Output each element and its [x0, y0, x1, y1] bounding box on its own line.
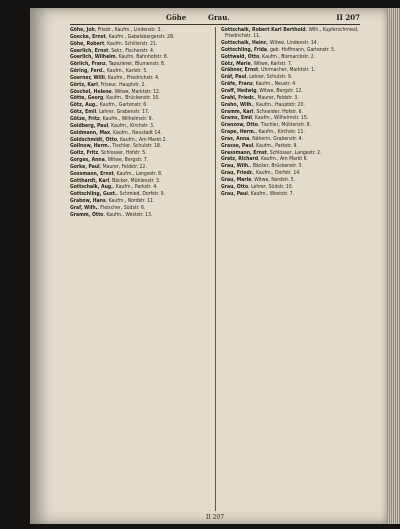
directory-entry: Grahn, Wilh., Kaufm., Hauptstr. 20. [221, 101, 305, 108]
entry-text: Kaufm., Friedrichstr. 4. [107, 74, 160, 81]
directory-entry: Grasse, Paul, Kaufm., Parkstr. 9. [221, 142, 298, 149]
entry-name: Görlich, Franz [70, 61, 106, 68]
directory-entry: Goldberg, Paul, Kaufm., Kirchstr. 3. [70, 122, 155, 129]
entry-text: Uhrmacher, Marktstr. 1. [261, 67, 316, 74]
directory-entry: Göhe, Robert, Kaufm. Schillerstr. 21. [70, 40, 158, 47]
entry-name: Grau, Paul [221, 190, 248, 197]
entry-name: Göring, Ferd. [70, 68, 104, 75]
entry-name: Gottschalk, Robert Karl Berthold [221, 27, 306, 33]
directory-entry: Gorke, Paul, Maurer, Feldstr. 22. [70, 163, 147, 170]
entry-text: Witwe, Bergstr. 12. [259, 88, 303, 94]
entry-name: Grassmann, Ernst [221, 149, 267, 156]
directory-entry: Grassmann, Ernst, Schlosser, Langestr. 2. [221, 149, 322, 156]
directory-entry: Gras, Anna, Näherin, Grabenstr. 4. [221, 135, 303, 142]
entry-name: Gollnow, Herm. [70, 143, 110, 150]
entry-name: Goerner, Willi [70, 74, 105, 81]
entry-text: Tischler, Schulstr. 18. [112, 143, 162, 150]
entry-name: Gottschling, Gust. [70, 191, 117, 198]
entry-name: Götze, Fritz [70, 115, 100, 122]
directory-entry: Gottschling, Gust., Schmied, Dorfstr. 9. [70, 191, 166, 198]
entry-name: Gottschalk, Heinr. [221, 40, 268, 47]
header-page-number: II 207 [336, 13, 360, 22]
entry-name: Grau, Otto [221, 183, 249, 190]
entry-text: Kaufm., Dorfstr. 14. [255, 170, 301, 177]
directory-entry: Grape, Herm., Kaufm., Kirchstr. 11. [221, 129, 305, 136]
directory-entry: Götz, Emil, Lehrer, Grabenstr. 17. [70, 109, 150, 116]
entry-text: Maurer, Feldstr. 3. [257, 94, 299, 101]
entry-name: Gramm, Otto [70, 211, 104, 218]
entry-name: Göschel, Helene [70, 88, 112, 95]
entry-text: Kaufm. Schillerstr. 21. [107, 40, 158, 47]
entry-name: Gräf, Paul [221, 74, 247, 81]
entry-text: Schlosser, Hofstr. 5. [101, 150, 147, 157]
entry-name: Götz, Marie [221, 60, 251, 67]
header-right-word: Grau. [208, 13, 230, 22]
entry-name: Gottschalk, Aug. [70, 184, 113, 191]
entry-name: Granzow, Otto [221, 122, 258, 129]
directory-entry: Graff, Hedwig, Witwe, Bergstr. 12. [221, 88, 303, 94]
directory-entry: Göhe, Joh, Friedr., Kaufm., Lindenstr. 3. [70, 27, 162, 33]
entry-text: Bäcker, Mühlenstr. 3. [112, 177, 161, 184]
header-rule [70, 24, 360, 25]
directory-entry: Grams, Emil, Kaufm., Wilhelmstr. 15. [221, 115, 309, 122]
entry-text: Witwe, Lindenstr. 14. [270, 40, 319, 47]
directory-entry: Götze, Fritz, Kaufm., Wilhelmstr. 9. [70, 115, 154, 122]
directory-entry: Gramm, Otto, Kaufm., Weststr. 13. [70, 211, 153, 218]
right-column [221, 27, 361, 511]
entry-text: Kaufm., Am Markt 2. [119, 136, 168, 143]
entry-name: Grahn, Wilh. [221, 101, 254, 108]
entry-name: Goerlich, Ernst [70, 47, 109, 54]
entry-text: geb. Hoffmann, Gartenstr. 5. [269, 46, 336, 53]
entry-name: Grasse, Paul [221, 142, 254, 149]
directory-entry: Görtz, Karl, Friseur, Hauptstr. 2. [70, 81, 146, 88]
directory-entry: Grau, Marie, Witwe, Nordstr. 5. [221, 176, 296, 183]
entry-text: Schneider, Hofstr. 6. [256, 108, 304, 115]
entry-text: Kaufm., Gabelsbergerstr. 28. [108, 33, 175, 40]
entry-text: Kaufm. Bahnhofstr. 8. [118, 54, 169, 61]
entry-name: Goldmann, Max [70, 129, 111, 136]
entry-name: Gras, Anna [221, 135, 250, 142]
directory-entry: Goecke, Ernst, Kaufm., Gabelsbergerstr. 28. [70, 33, 175, 40]
entry-text: Lehrer, Schulstr. 9. [249, 74, 293, 81]
directory-entry: Gotthardt, Karl, Bäcker, Mühlenstr. 3. [70, 177, 161, 184]
entry-text: Kaufm., Wilhelmstr. 9. [102, 115, 154, 122]
directory-entry: Göschel, Helene, Witwe, Marktstr. 12. [70, 88, 161, 95]
running-header [70, 13, 360, 23]
entry-name: Gottschling, Frida [221, 46, 268, 53]
entry-name: Gräfe, Franz [221, 81, 253, 88]
entry-name: Grau, Marie [221, 176, 252, 183]
directory-entry: Goldmann, Max, Kaufm., Neustadt 14. [70, 129, 162, 136]
entry-text: Friedr., Kaufm., Lindenstr. 3. [97, 27, 162, 33]
entry-text: Kaufm., Parkstr. 4. [115, 184, 158, 191]
entry-name: Gorges, Anna [70, 157, 105, 164]
entry-text: Kaufm., Wilhelmstr. 15. [254, 115, 309, 122]
entry-text: Maurer, Feldstr. 22. [102, 163, 147, 170]
entry-text: Friseur, Hauptstr. 2. [100, 81, 146, 88]
entry-text: Näherin, Grabenstr. 4. [252, 135, 303, 142]
entry-text: Schmied, Dorfstr. 9. [119, 191, 166, 198]
entry-text: Kaufm., Neustr. 4. [255, 81, 297, 88]
entry-text: Schlosser, Langestr. 2. [269, 149, 322, 156]
entry-text: Tapezierer, Blumenstr. 8. [108, 61, 166, 68]
directory-entry: Granzow, Otto, Tischler, Mühlenstr. 8. [221, 122, 312, 129]
directory-entry: Gottschalk, Heinr., Witwe, Lindenstr. 14. [221, 40, 319, 47]
entry-text: Kaufm., Kirchstr. 11. [258, 129, 305, 136]
directory-entry: Göring, Ferd., Kaufm., Karlstr. 5. [70, 68, 148, 75]
entry-name: Goldschmidt, Otto [70, 136, 118, 143]
entry-name: Gossmann, Ernst [70, 170, 114, 177]
entry-name: Goltz, Fritz [70, 150, 99, 157]
entry-text: Witwe, Bergstr. 7. [107, 157, 149, 164]
entry-text: Kaufm., Gartenstr. 6. [99, 102, 148, 109]
entry-name: Gratz, Richard [221, 156, 259, 163]
column-divider [215, 27, 216, 511]
entry-text: Kaufm., Brückenstr. 10. [106, 95, 160, 102]
entry-name: Grau, Wilh. [221, 163, 250, 170]
entry-name: Götte, Georg [70, 95, 104, 102]
entry-name: Goerlich, Wilhelm [70, 54, 116, 61]
page-edges [387, 8, 400, 524]
entry-text: Kaufm., Nordstr. 11. [108, 198, 155, 205]
entry-name: Gottwald, Otto [221, 53, 260, 60]
entry-name: Grams, Emil [221, 115, 252, 122]
entry-name: Görtz, Karl [70, 81, 98, 88]
entry-text: Kaufm., Langestr. 8. [116, 170, 163, 177]
directory-entry: Graf, Wilh., Fleischer, Südstr. 6. [70, 204, 146, 211]
entry-text: Kaufm., Neustadt 14. [113, 129, 162, 136]
entry-text: Lehrer, Südstr. 10. [251, 183, 294, 190]
entry-text: Kaufm., Kirchstr. 3. [111, 122, 155, 129]
entry-text: Lehrer, Grabenstr. 17. [99, 109, 150, 116]
directory-entry: Gossmann, Ernst, Kaufm., Langestr. 8. [70, 170, 163, 177]
entry-name: Graf, Wilh. [70, 204, 98, 211]
directory-entry: Goltz, Fritz, Schlosser, Hofstr. 5. [70, 150, 147, 157]
entry-text: Wilh., Kupferschmied, Friedrichstr. 11. [225, 27, 359, 40]
directory-entry: Goldschmidt, Otto, Kaufm., Am Markt 2. [70, 136, 168, 143]
directory-entry: Gratz, Richard, Kaufm., Am Markt 6. [221, 156, 308, 163]
directory-entry: Gräbner, Ernst, Uhrmacher, Marktstr. 1. [221, 67, 316, 74]
directory-entry: Gräfe, Franz, Kaufm., Neustr. 4. [221, 81, 297, 88]
directory-entry: Grau, Wilh., Bäcker, Brückenstr. 3. [221, 163, 303, 170]
entry-text: Kaufm., Hauptstr. 20. [256, 101, 305, 108]
entry-name: Göhe, Joh [70, 27, 95, 33]
entry-text: Kaufm., Karlstr. 5. [106, 68, 148, 75]
directory-entry: Gottschalk, Robert Karl Berthold, Wilh., Kupferschmied, Friedrichstr. 11. [221, 27, 359, 40]
entry-name: Goldberg, Paul [70, 122, 109, 129]
entry-name: Grape, Herm. [221, 129, 256, 136]
directory-entry: Goerlich, Wilhelm, Kaufm. Bahnhofstr. 8. [70, 54, 169, 61]
entry-text: Kaufm., Am Markt 6. [260, 156, 308, 163]
entry-name: Götz, Emil [70, 109, 97, 116]
directory-page [30, 8, 387, 524]
directory-entry: Grahl, Friedr., Maurer, Feldstr. 3. [221, 94, 299, 101]
directory-entry: Goerner, Willi, Kaufm., Friedrichstr. 4. [70, 74, 160, 81]
entry-text: Witwe, Karlstr. 7. [253, 60, 293, 67]
directory-entry: Görlich, Franz, Tapezierer, Blumenstr. 8. [70, 61, 166, 68]
directory-entry: Gräf, Paul, Lehrer, Schulstr. 9. [221, 74, 293, 81]
entry-name: Gramm, Karl [221, 108, 254, 115]
entry-text: Witwe, Marktstr. 12. [114, 88, 161, 95]
entry-text: Witwe, Nordstr. 5. [254, 176, 296, 183]
directory-entry: Grau, Paul, Kaufm., Weststr. 7. [221, 190, 294, 197]
entry-name: Grabow, Hans [70, 198, 106, 205]
entry-text: Tischler, Mühlenstr. 8. [260, 122, 312, 129]
directory-entry: Götz, Marie, Witwe, Karlstr. 7. [221, 60, 293, 67]
entry-text: Kaufm., Bismarckstr. 2. [262, 53, 316, 60]
entry-text: Kaufm., Weststr. 7. [250, 190, 294, 197]
entry-name: Gorke, Paul [70, 163, 100, 170]
directory-entry: Götte, Georg, Kaufm., Brückenstr. 10. [70, 95, 160, 102]
directory-entry: Gottschling, Frida, geb. Hoffmann, Gartenstr. 5. [221, 46, 336, 53]
entry-name: Grahl, Friedr. [221, 94, 255, 101]
directory-entry: Gramm, Karl, Schneider, Hofstr. 6. [221, 108, 304, 115]
entry-text: Fleischer, Südstr. 6. [100, 204, 146, 211]
page-footer: II 207 [205, 514, 225, 521]
directory-entry: Gorges, Anna, Witwe, Bergstr. 7. [70, 157, 149, 164]
entry-name: Goecke, Ernst [70, 33, 106, 40]
entry-name: Götz, Aug. [70, 102, 97, 109]
directory-entry: Grau, Otto, Lehrer, Südstr. 10. [221, 183, 294, 190]
entry-name: Grau, Friedr. [221, 170, 254, 177]
entry-name: Graff, Hedwig [221, 88, 257, 94]
directory-entry: Grabow, Hans, Kaufm., Nordstr. 11. [70, 198, 155, 205]
directory-entry: Gottschalk, Aug., Kaufm., Parkstr. 4. [70, 184, 158, 191]
directory-entry: Goerlich, Ernst, Sekr., Fischerstr. 4. [70, 47, 155, 54]
entry-name: Gräbner, Ernst [221, 67, 259, 74]
directory-entry: Gollnow, Herm., Tischler, Schulstr. 18. [70, 143, 162, 150]
directory-entry: Gottwald, Otto, Kaufm., Bismarckstr. 2. [221, 53, 316, 60]
entry-text: Bäcker, Brückenstr. 3. [252, 163, 303, 170]
entry-text: Kaufm., Weststr. 13. [106, 211, 153, 218]
directory-entry: Grau, Friedr., Kaufm., Dorfstr. 14. [221, 170, 301, 177]
directory-entry: Götz, Aug., Kaufm., Gartenstr. 6. [70, 102, 148, 109]
entry-text: Kaufm., Parkstr. 9. [256, 142, 298, 149]
header-left-word: Göhe [166, 13, 187, 22]
left-column [70, 27, 210, 511]
entry-name: Gotthardt, Karl [70, 177, 110, 184]
entry-name: Göhe, Robert [70, 40, 105, 47]
entry-text: Sekr., Fischerstr. 4. [111, 47, 155, 54]
